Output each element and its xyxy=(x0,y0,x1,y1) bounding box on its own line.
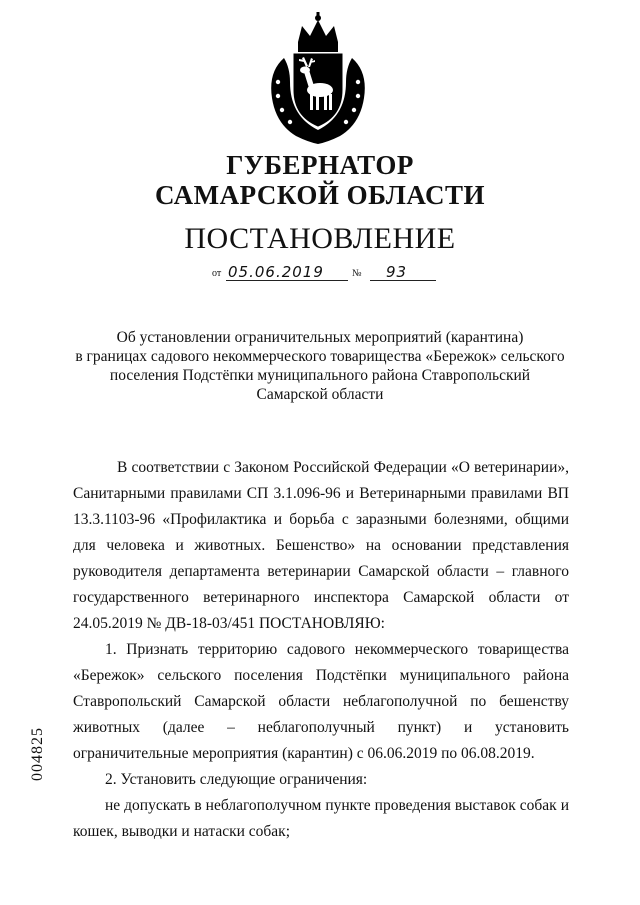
samara-coat-of-arms-icon xyxy=(262,12,374,146)
subject-line: поселения Подстёпки муниципального района Ставропольский xyxy=(109,367,531,384)
item-2-paragraph: 2. Установить следующие ограничения: xyxy=(105,771,368,788)
document-subject xyxy=(60,328,580,404)
item-1-paragraph: 1. Признать территорию садового некоммерческого товарищества «Бережок» сельского поселения Подстёпки муниципального района Ставропольский Самарской области неблагополучной по бешенству животных (далее – неблагополучный пункт) и установить ограничительные мероприятия (карантин) с 06.06.2019 по 06.08.2019. xyxy=(73,641,569,762)
preamble-paragraph: В соответствии с Законом Российской Федерации «О ветеринарии», Санитарными правилами СП 3.1.096-96 и Ветеринарными правилами ВП 13.3.1103-96 «Профилактика и борьба с заразными болезнями, общими для человека и животных. Бешенство» на основании представления руководителя департамента ветеринарии Самарской области – главного государственного ветеринарного инспектора Самарской области от 24.05.2019 № ДВ-18-03/451 ПОСТАНОВЛЯЮ: xyxy=(73,459,569,632)
subject-line: Об установлении ограничительных мероприятий (карантина) xyxy=(116,329,524,346)
serial-number-stamp xyxy=(26,722,50,786)
item-2-subitem: не допускать в неблагополучном пункте проведения выставок собак и кошек, выводки и натаски собак; xyxy=(73,797,569,840)
document-body xyxy=(73,455,569,845)
number-value: 93 xyxy=(386,263,408,281)
subject-line: Самарской области xyxy=(256,386,384,403)
document-meta xyxy=(212,262,442,284)
issuer-title: ГУБЕРНАТОР xyxy=(226,150,414,180)
serial-number: 004825 xyxy=(29,727,46,781)
number-label: № xyxy=(352,268,362,279)
document-type: ПОСТАНОВЛЕНИЕ xyxy=(184,222,456,255)
date-value: 05.06.2019 xyxy=(228,263,324,281)
date-label: от xyxy=(212,268,222,279)
subject-line: в границах садового некоммерческого товарищества «Бережок» сельского xyxy=(75,348,565,365)
issuer-region: САМАРСКОЙ ОБЛАСТИ xyxy=(154,180,486,210)
